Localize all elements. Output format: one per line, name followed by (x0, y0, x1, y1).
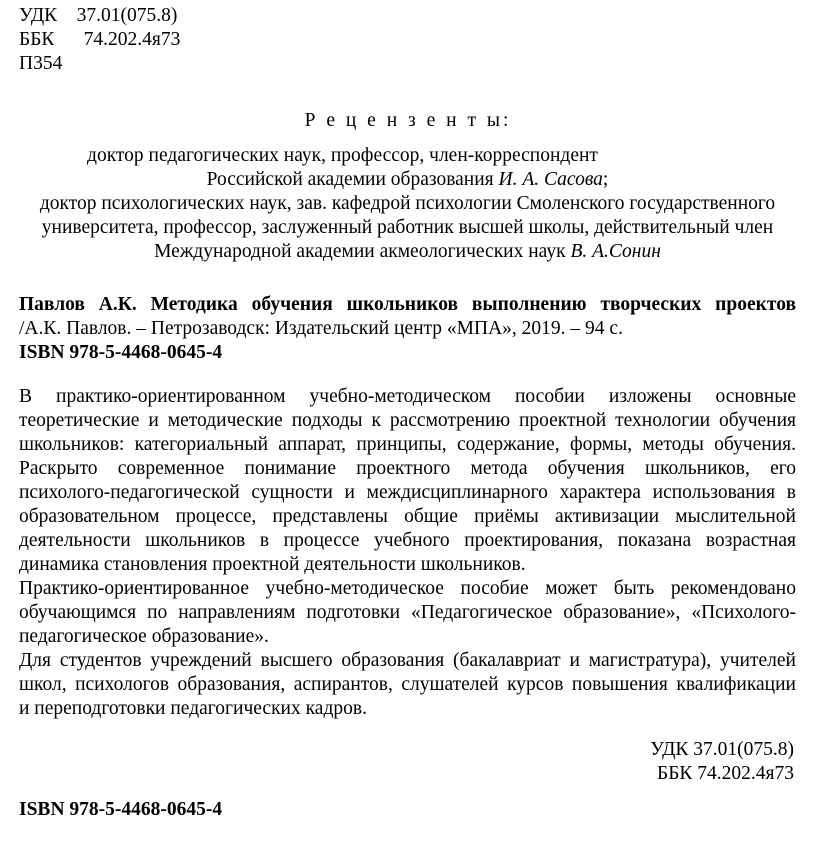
bbk-code: ББК 74.202.4я73 (19, 29, 181, 50)
author-code: П354 (19, 53, 63, 74)
publication-details: /А.К. Павлов. – Петрозаводск: Издательский центр «МПА», 2019. – 94 с. (19, 318, 623, 339)
reviewer-2-affiliation: Международной академии акмеологических наук (154, 241, 571, 262)
footer-codes (650, 738, 794, 786)
abstract-line: динамика становления проектной деятельности школьников. (19, 554, 526, 575)
abstract-line: деятельности школьников в процессе учебного проектирования, показана возрастная (19, 530, 796, 551)
reviewers-list (19, 144, 796, 264)
abstract-line: Практико-ориентированное учебно-методическое пособие может быть рекомендовано (19, 578, 796, 599)
footer-bbk: ББК 74.202.4я73 (657, 763, 794, 784)
abstract-line: образовательном процессе, представлены общие приёмы активизации мыслительной (19, 506, 796, 527)
reviewer-1-line-2 (19, 168, 796, 192)
reviewer-1-separator: ; (602, 169, 609, 190)
abstract-line: обучающимся по направлениям подготовки «Педагогическое образование», «Психолого- (19, 602, 796, 623)
abstract-line: Раскрыто современное понимание проектного метода обучения школьников, его (19, 458, 796, 479)
isbn-top: ISBN 978-5-4468-0645-4 (19, 342, 223, 363)
abstract-line: школ, психологов образования, аспирантов, слушателей курсов повышения квалификации (19, 674, 796, 695)
abstract (19, 385, 796, 721)
reviewer-2-name: В. А.Сонин (570, 241, 661, 262)
udk-code: УДК 37.01(075.8) (19, 5, 178, 26)
abstract-line: теоретические и методические подходы к рассмотрению проектной технологии обучения (19, 410, 796, 431)
abstract-line: школьников: категориальный аппарат, принципы, содержание, формы, методы обучения. (19, 434, 796, 455)
isbn-bottom: ISBN 978-5-4468-0645-4 (19, 799, 223, 820)
reviewer-2-line-1: доктор психологических наук, зав. кафедрой психологии Смоленского государственного (39, 193, 776, 214)
classification-codes (19, 4, 180, 76)
bibliographic-record (19, 293, 796, 365)
abstract-line: и переподготовки педагогических кадров. (19, 698, 367, 719)
footer-udk: УДК 37.01(075.8) (650, 739, 794, 760)
abstract-line: Для студентов учреждений высшего образования (бакалавриат и магистратура), учителей (19, 650, 796, 671)
reviewer-1-affiliation: Российской академии образования (206, 169, 499, 190)
reviewer-2-line-3 (19, 240, 796, 264)
reviewers-heading: Р е ц е н з е н т ы: (304, 110, 512, 131)
reviewer-1-line-1: доктор педагогических наук, профессор, член-корреспондент (87, 145, 598, 166)
reviewer-1-name: И. А. Сасова (498, 169, 603, 190)
reviewer-2-line-2: университета, профессор, заслуженный работник высшей школы, действительный член (41, 217, 774, 238)
abstract-line: педагогическое образование». (19, 626, 269, 647)
abstract-line: психолого-педагогической сущности и междисциплинарного характера использования в (19, 482, 796, 503)
abstract-line: В практико-ориентированном учебно-методическом пособии изложены основные (19, 386, 796, 407)
book-title-line: Павлов А.К. Методика обучения школьников выполнению творческих проектов (19, 294, 796, 315)
